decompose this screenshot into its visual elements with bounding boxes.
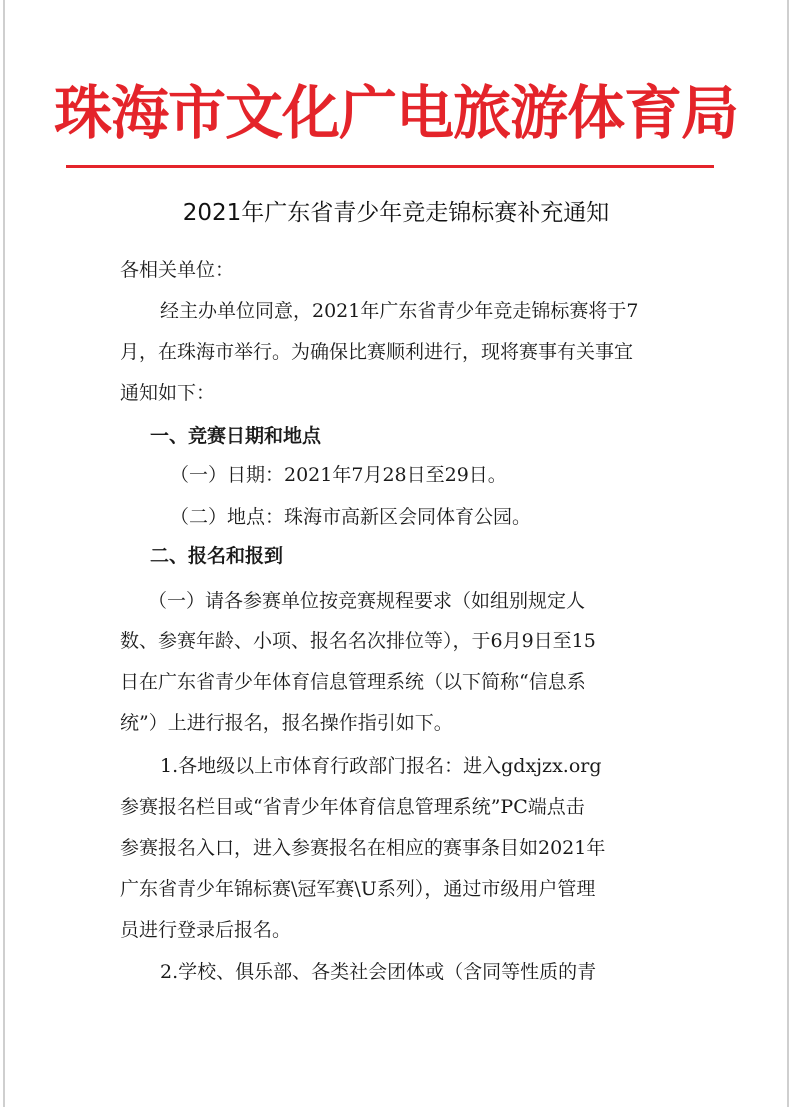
document-title: 2021年广东省青少年竞走锦标赛补充通知 <box>182 200 610 226</box>
intro-line-3: 通知如下： <box>120 382 216 404</box>
scan-edge-right <box>787 0 789 1107</box>
intro-line-1: 经主办单位同意，2021年广东省青少年竞走锦标赛将于7 <box>160 300 639 322</box>
section-2-para1-line-4: 统”）上进行报名，报名操作指引如下。 <box>120 712 453 734</box>
section-1-heading: 一、竞赛日期和地点 <box>150 425 322 447</box>
section-2-para1-line-2: 数、参赛年龄、小项、报名名次排位等），于6月9日至15 <box>120 630 596 652</box>
letterhead-org-name: 珠海市文化广电旅游体育局 <box>53 79 738 147</box>
section-2-para1-line-3: 日在广东省青少年体育信息管理系统（以下简称“信息系 <box>120 671 586 693</box>
section-2-para2-line-4: 广东省青少年锦标赛\冠军赛\U系列），通过市级用户管理 <box>120 878 596 900</box>
section-1-item-date: （一）日期：2021年7月28日至29日。 <box>170 464 507 486</box>
intro-line-2: 月，在珠海市举行。为确保比赛顺利进行，现将赛事有关事宜 <box>120 341 634 363</box>
salutation: 各相关单位： <box>120 259 235 281</box>
letterhead-red-rule <box>66 165 714 168</box>
section-2-para2-line-5: 员进行登录后报名。 <box>120 919 292 941</box>
section-2-para1-line-1: （一）请各参赛单位按竞赛规程要求（如组别规定人 <box>148 590 586 612</box>
section-2-para2-line-1: 1.各地级以上市体育行政部门报名：进入gdxjzx.org <box>160 755 602 777</box>
section-2-heading: 二、报名和报到 <box>150 545 284 567</box>
section-1-item-location: （二）地点：珠海市高新区会同体育公园。 <box>170 506 532 528</box>
section-2-para2-line-2: 参赛报名栏目或“省青少年体育信息管理系统”PC端点击 <box>120 796 585 818</box>
scan-edge-left <box>3 0 5 1107</box>
section-2-para2-line-3: 参赛报名入口，进入参赛报名在相应的赛事条目如2021年 <box>120 837 606 859</box>
section-2-para3-line-1: 2.学校、俱乐部、各类社会团体或（含同等性质的青 <box>160 961 597 983</box>
